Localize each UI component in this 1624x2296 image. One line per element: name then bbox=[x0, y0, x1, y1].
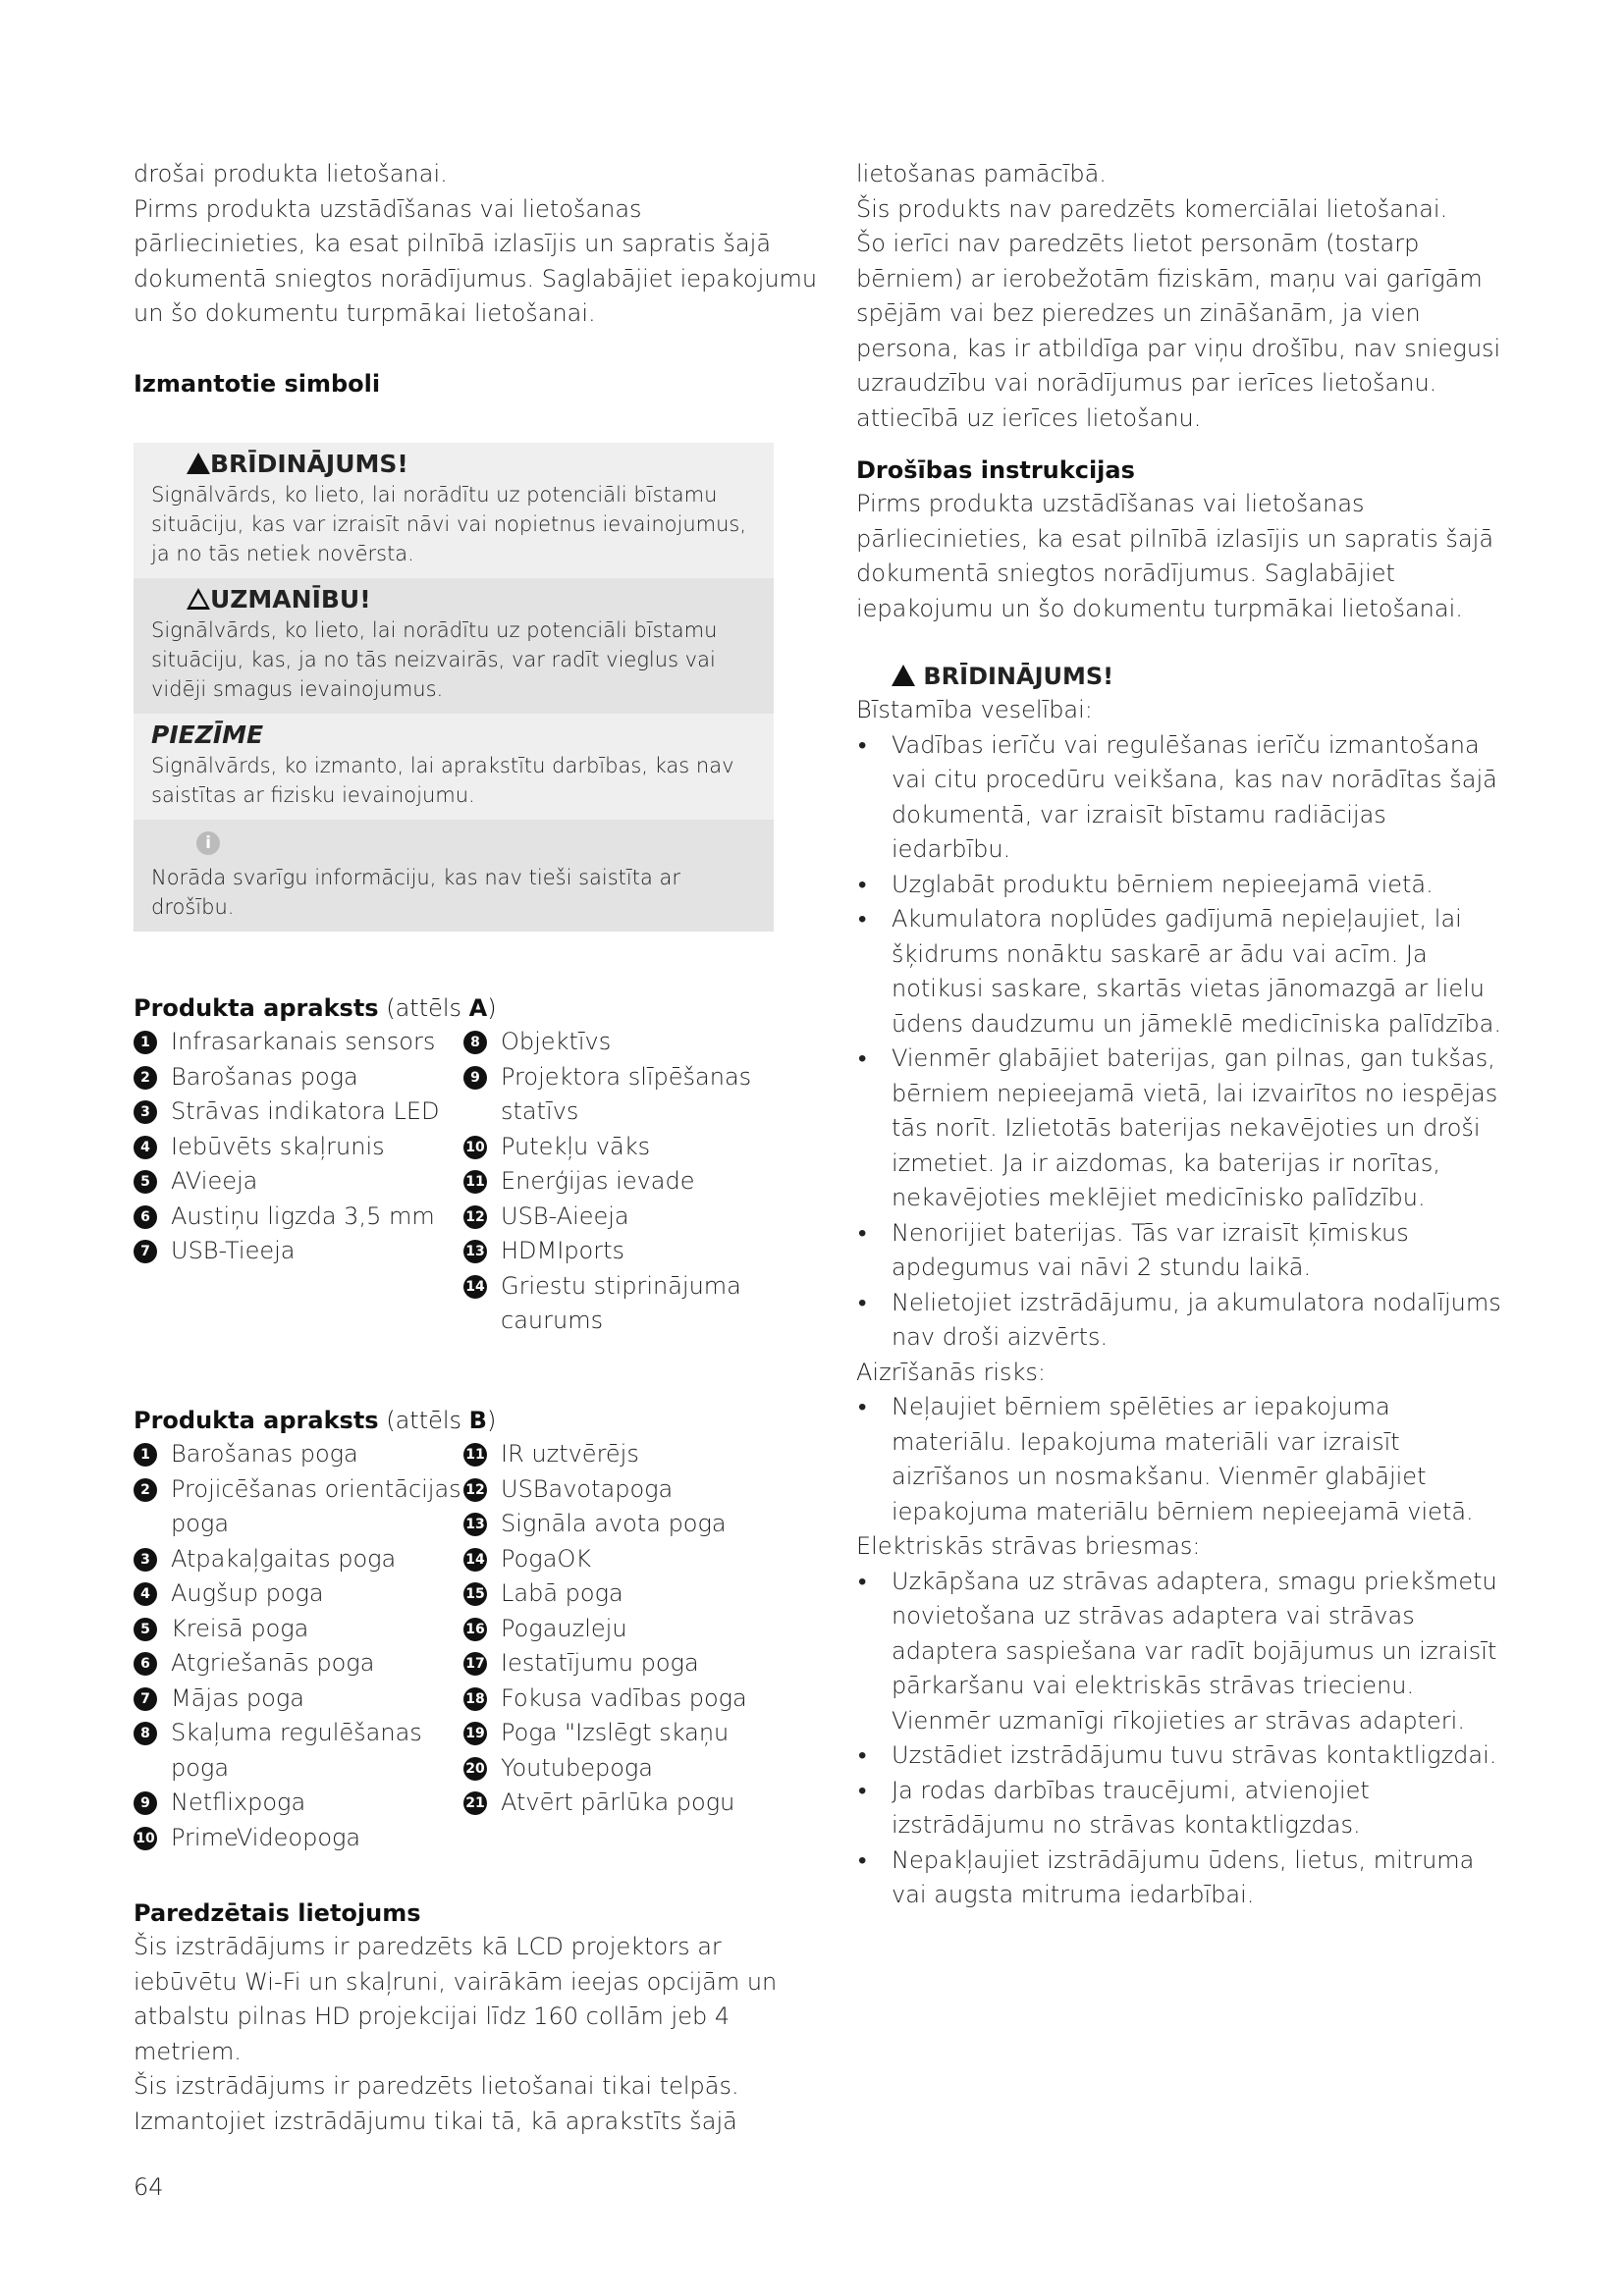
heading-bold: Produkta apraksts bbox=[134, 994, 379, 1022]
list-item: • Neļaujiet bērniem spēlēties ar iepakojuma materiālu. Iepakojuma materiāli var izraisīt aizrīšanos un nosmakšanu. Vienmēr glabājiet iepakojuma materiālu bērniem nepieejamā vietā. bbox=[856, 1390, 1504, 1529]
number-badge-icon: 17 bbox=[463, 1652, 487, 1676]
list-item bbox=[463, 1437, 821, 1472]
list-item bbox=[463, 1542, 821, 1577]
part-label: Fokusa vadības poga bbox=[501, 1683, 747, 1712]
intended-use-heading: Paredzētais lietojums bbox=[134, 1899, 421, 1927]
part-label: Netflixpoga bbox=[171, 1789, 306, 1816]
part-label: Enerģijas ievade bbox=[501, 1167, 695, 1195]
number-badge-icon: 8 bbox=[463, 1031, 487, 1054]
safety-intro: Pirms produkta uzstādīšanas vai lietošanas pārliecinieties, ka esat pilnībā izlasījis un sapratis šajā dokumentā sniegtos norādījumus. Saglabājiet iepakojumu un šo dokumentu turpmākai lietošanai. bbox=[856, 490, 1494, 622]
part-label: Projektora slīpēšanas statīvs bbox=[501, 1062, 752, 1125]
number-badge-icon: 7 bbox=[134, 1240, 157, 1263]
intro-line: drošai produkta lietošanai. bbox=[134, 160, 448, 187]
number-badge-icon: 10 bbox=[134, 1827, 157, 1850]
list-item: • Nelietojiet izstrādājumu, ja akumulatora nodalījums nav droši aizvērts. bbox=[856, 1286, 1504, 1356]
list-item bbox=[134, 1542, 463, 1577]
number-badge-icon: 3 bbox=[134, 1100, 157, 1124]
caution-description: Signālvārds, ko lieto, lai norādītu uz potenciāli bīstamu situāciju, kas, ja no tās neizvairās, var radīt vieglus vai vidēji smagus ievainojumus. bbox=[151, 618, 718, 701]
list-item bbox=[463, 1269, 821, 1339]
warning-description: Signālvārds, ko lieto, lai norādītu uz potenciāli bīstamu situāciju, kas var izraisīt nāvi vai nopietnus ievainojumus, ja no tās netiek novērsta. bbox=[151, 483, 747, 565]
number-badge-icon: 14 bbox=[463, 1548, 487, 1572]
info-icon: i bbox=[196, 831, 220, 855]
number-badge-icon: 13 bbox=[463, 1240, 487, 1263]
list-item bbox=[463, 1682, 821, 1717]
page-number: 64 bbox=[134, 2173, 164, 2201]
list-item bbox=[134, 1612, 463, 1647]
parts-list-a-left bbox=[134, 1025, 463, 1339]
symbols-heading: Izmantotie simboli bbox=[134, 369, 381, 398]
parts-list-b-left bbox=[134, 1437, 463, 1855]
heading-pre: (attēls bbox=[378, 994, 469, 1022]
number-badge-icon: 13 bbox=[463, 1513, 487, 1536]
list-item: • Vienmēr glabājiet baterijas, gan pilnas, gan tukšas, bērniem nepieejamā vietā, lai izvairītos no iespējas tās norīt. Izlietotās baterijas nekavējoties un droši izmetiet. Ja ir aizdomas, ka baterijas ir norītas, nekavējoties meklējiet medicīnisko palīdzību. bbox=[856, 1041, 1504, 1216]
number-badge-icon: 18 bbox=[463, 1687, 487, 1711]
heading-bold: Produkta apraksts bbox=[134, 1407, 379, 1434]
info-description: Norāda svarīgu informāciju, kas nav tieši saistīta ar drošību. bbox=[151, 866, 681, 919]
list-item bbox=[134, 1786, 463, 1821]
part-label: Infrasarkanais sensors bbox=[171, 1028, 436, 1055]
list-item bbox=[134, 1576, 463, 1612]
number-badge-icon: 11 bbox=[463, 1170, 487, 1194]
parts-list-b bbox=[134, 1437, 821, 1855]
list-item bbox=[463, 1576, 821, 1612]
list-item bbox=[134, 1716, 463, 1786]
part-label: Iestatījumu poga bbox=[501, 1649, 699, 1677]
number-badge-icon: 14 bbox=[463, 1275, 487, 1299]
list-item bbox=[463, 1234, 821, 1269]
number-badge-icon: 1 bbox=[134, 1443, 157, 1467]
part-label: Atvērt pārlūka pogu bbox=[501, 1789, 735, 1816]
warning-title: BRĪDINĀJUMS! bbox=[210, 450, 408, 478]
number-badge-icon: 3 bbox=[134, 1548, 157, 1572]
part-label: USB-Aieeja bbox=[501, 1201, 629, 1230]
number-badge-icon: 1 bbox=[134, 1031, 157, 1054]
number-badge-icon: 15 bbox=[463, 1582, 487, 1606]
intro-paragraph: Pirms produkta uzstādīšanas vai lietošanas pārliecinieties, ka esat pilnībā izlasījis un sapratis šajā dokumentā sniegtos norādījumus. Saglabājiet iepakojumu un šo dokumentu turpmākai lietošanai. bbox=[134, 194, 818, 327]
intended-use-section bbox=[134, 1896, 821, 2139]
list-item: • Akumulatora noplūdes gadījumā nepieļaujiet, lai šķidrums nonāktu saskarē ar ādu vai acīm. Ja notikusi saskare, skartās vietas jānomazgā ar lielu ūdens daudzumu un jāmeklē medicīniska palīdzība. bbox=[856, 902, 1504, 1041]
note-symbol-box bbox=[134, 714, 774, 820]
list-item bbox=[134, 1821, 463, 1856]
list-item bbox=[463, 1751, 821, 1787]
list-item bbox=[134, 1437, 463, 1472]
number-badge-icon: 10 bbox=[463, 1136, 487, 1159]
intended-use-only: Izmantojiet izstrādājumu tikai tā, kā aprakstīts šajā bbox=[134, 2107, 737, 2135]
list-item bbox=[463, 1786, 821, 1821]
number-badge-icon: 5 bbox=[134, 1618, 157, 1641]
part-label: Pogauzleju bbox=[501, 1614, 627, 1642]
parts-list-a-right bbox=[463, 1025, 821, 1339]
part-label: Iebūvēts skaļrunis bbox=[171, 1132, 385, 1160]
list-item bbox=[463, 1200, 821, 1235]
caution-title: UZMANĪBU! bbox=[210, 585, 371, 614]
part-label: IR uztvērējs bbox=[501, 1440, 639, 1468]
list-item bbox=[463, 1716, 821, 1751]
list-item bbox=[134, 1130, 463, 1165]
list-item: • Ja rodas darbības traucējumi, atvienojiet izstrādājumu no strāvas kontaktligzdas. bbox=[856, 1774, 1504, 1843]
heading-pre: (attēls bbox=[378, 1407, 469, 1434]
part-label: Griestu stiprinājuma caurums bbox=[501, 1271, 741, 1334]
parts-list-a bbox=[134, 1025, 821, 1339]
heading-post: ) bbox=[486, 1407, 497, 1434]
warning-triangle-icon bbox=[892, 665, 915, 686]
heading-letter: A bbox=[468, 994, 488, 1022]
part-label: Barošanas poga bbox=[171, 1062, 358, 1091]
list-item bbox=[134, 1060, 463, 1095]
parts-list-b-right bbox=[463, 1437, 821, 1855]
number-badge-icon: 16 bbox=[463, 1618, 487, 1641]
number-badge-icon: 11 bbox=[463, 1443, 487, 1467]
list-item bbox=[134, 1200, 463, 1235]
part-label: USBavotapoga bbox=[501, 1474, 674, 1503]
part-label: Youtubepoga bbox=[501, 1753, 654, 1782]
number-badge-icon: 4 bbox=[134, 1136, 157, 1159]
part-label: Objektīvs bbox=[501, 1028, 612, 1055]
health-hazard-list bbox=[856, 728, 1504, 1356]
list-item bbox=[463, 1164, 821, 1200]
list-item bbox=[134, 1472, 463, 1542]
symbols-panel bbox=[134, 443, 774, 932]
number-badge-icon: 2 bbox=[134, 1478, 157, 1502]
warning-title-text: BRĪDINĀJUMS! bbox=[923, 663, 1114, 690]
intended-use-paragraph: Šis izstrādājums ir paredzēts kā LCD projektors ar iebūvētu Wi-Fi un skaļruni, vairākām ieejas opcijām un atbalstu pilnas HD projekcijai līdz 160 collām jeb 4 metriem. bbox=[134, 1933, 778, 2065]
number-badge-icon: 6 bbox=[134, 1205, 157, 1229]
product-description-a bbox=[134, 991, 821, 1339]
part-label: Projicēšanas orientācijas poga bbox=[171, 1474, 461, 1537]
intended-use-indoor: Šis izstrādājums ir paredzēts lietošanai tikai telpās. bbox=[134, 2072, 739, 2100]
electric-hazard-label: Elektriskās strāvas briesmas: bbox=[856, 1532, 1201, 1560]
info-symbol-box bbox=[134, 820, 774, 932]
product-description-a-heading bbox=[134, 991, 821, 1025]
caution-symbol-box bbox=[134, 578, 774, 714]
list-item: • Uzkāpšana uz strāvas adaptera, smagu priekšmetu novietošana uz strāvas adaptera vai strāvas adaptera saspiešana var radīt bojājumus un izraisīt pārkaršanu vai elektriskās strāvas triecienu. Vienmēr uzmanīgi rīkojieties ar strāvas adapteri. bbox=[856, 1565, 1504, 1739]
part-label: Barošanas poga bbox=[171, 1440, 358, 1468]
non-commercial-line: Šis produkts nav paredzēts komerciālai lietošanai. bbox=[856, 194, 1448, 223]
list-item bbox=[134, 1095, 463, 1130]
part-label: PrimeVideopoga bbox=[171, 1823, 361, 1851]
note-title: PIEZĪME bbox=[151, 721, 264, 749]
safety-warning-title bbox=[892, 660, 1504, 693]
list-item bbox=[134, 1025, 463, 1060]
list-item bbox=[463, 1472, 821, 1508]
product-description-b-heading bbox=[134, 1404, 821, 1437]
number-badge-icon: 4 bbox=[134, 1582, 157, 1606]
number-badge-icon: 5 bbox=[134, 1170, 157, 1194]
left-column bbox=[134, 157, 821, 400]
list-item: • Uzglabāt produktu bērniem nepieejamā vietā. bbox=[856, 868, 1504, 903]
part-label: HDMIports bbox=[501, 1237, 625, 1264]
warning-symbol-box bbox=[134, 443, 774, 578]
warning-triangle-icon bbox=[187, 453, 210, 474]
number-badge-icon: 9 bbox=[463, 1066, 487, 1090]
part-label: Austiņu ligzda 3,5 mm bbox=[171, 1201, 435, 1230]
continued-line: lietošanas pamācībā. bbox=[856, 160, 1107, 187]
part-label: Strāvas indikatora LED bbox=[171, 1097, 440, 1125]
part-label: Putekļu vāks bbox=[501, 1132, 651, 1160]
number-badge-icon: 20 bbox=[463, 1757, 487, 1781]
caution-triangle-icon bbox=[187, 588, 210, 610]
number-badge-icon: 9 bbox=[134, 1791, 157, 1815]
list-item bbox=[134, 1646, 463, 1682]
note-description: Signālvārds, ko izmanto, lai aprakstītu darbības, kas nav saistītas ar fizisku ievainojumu. bbox=[151, 754, 734, 807]
list-item bbox=[134, 1234, 463, 1269]
part-label: Poga "Izslēgt skaņu bbox=[501, 1719, 730, 1746]
part-label: AVieeja bbox=[171, 1167, 258, 1195]
part-label: Skaļuma regulēšanas poga bbox=[171, 1719, 422, 1782]
number-badge-icon: 6 bbox=[134, 1652, 157, 1676]
part-label: USB-Tieeja bbox=[171, 1237, 296, 1264]
part-label: PogaOK bbox=[501, 1544, 592, 1573]
number-badge-icon: 21 bbox=[463, 1791, 487, 1815]
list-item: • Uzstādiet izstrādājumu tuvu strāvas kontaktligzdai. bbox=[856, 1738, 1504, 1774]
list-item bbox=[463, 1507, 821, 1542]
list-item bbox=[463, 1130, 821, 1165]
list-item bbox=[134, 1682, 463, 1717]
part-label: Kreisā poga bbox=[171, 1614, 309, 1642]
electric-hazard-list bbox=[856, 1565, 1504, 1913]
part-label: Augšup poga bbox=[171, 1579, 324, 1607]
heading-post: ) bbox=[487, 994, 497, 1022]
list-item: • Nenorijiet baterijas. Tās var izraisīt ķīmiskus apdegumus vai nāvi 2 stundu laikā. bbox=[856, 1216, 1504, 1286]
list-item bbox=[463, 1646, 821, 1682]
heading-letter: B bbox=[468, 1407, 487, 1434]
health-hazard-label: Bīstamība veselībai: bbox=[856, 696, 1093, 723]
list-item bbox=[134, 1164, 463, 1200]
number-badge-icon: 2 bbox=[134, 1066, 157, 1090]
list-item bbox=[463, 1025, 821, 1060]
part-label: Atgriešanās poga bbox=[171, 1649, 375, 1677]
list-item: • Nepakļaujiet izstrādājumu ūdens, lietus, mitruma vai augsta mitruma iedarbībai. bbox=[856, 1843, 1504, 1913]
choking-hazard-list bbox=[856, 1390, 1504, 1529]
choking-hazard-label: Aizrīšanās risks: bbox=[856, 1358, 1047, 1386]
right-column bbox=[856, 157, 1504, 1913]
safety-heading: Drošības instrukcijas bbox=[856, 456, 1135, 484]
list-item bbox=[463, 1612, 821, 1647]
part-label: Labā poga bbox=[501, 1579, 623, 1607]
part-label: Mājas poga bbox=[171, 1683, 304, 1712]
number-badge-icon: 12 bbox=[463, 1205, 487, 1229]
list-item bbox=[463, 1060, 821, 1130]
part-label: Atpakaļgaitas poga bbox=[171, 1544, 397, 1573]
part-label: Signāla avota poga bbox=[501, 1510, 727, 1537]
product-description-b bbox=[134, 1404, 821, 1855]
number-badge-icon: 19 bbox=[463, 1722, 487, 1745]
restricted-persons-paragraph: Šo ierīci nav paredzēts lietot personām (tostarp bērniem) ar ierobežotām fiziskām, maņu vai garīgām spējām vai bez pieredzes un zināšanām, ja vien persona, kas ir atbildīga par viņu drošību, nav sniegusi uzraudzību vai norādījumus par ierīces lietošanu. attiecībā uz ierīces lietošanu. bbox=[856, 230, 1501, 432]
number-badge-icon: 12 bbox=[463, 1478, 487, 1502]
number-badge-icon: 7 bbox=[134, 1687, 157, 1711]
number-badge-icon: 8 bbox=[134, 1722, 157, 1745]
list-item: • Vadības ierīču vai regulēšanas ierīču izmantošana vai citu procedūru veikšana, kas nav norādītas šajā dokumentā, var izraisīt bīstamu radiācijas iedarbību. bbox=[856, 728, 1504, 868]
